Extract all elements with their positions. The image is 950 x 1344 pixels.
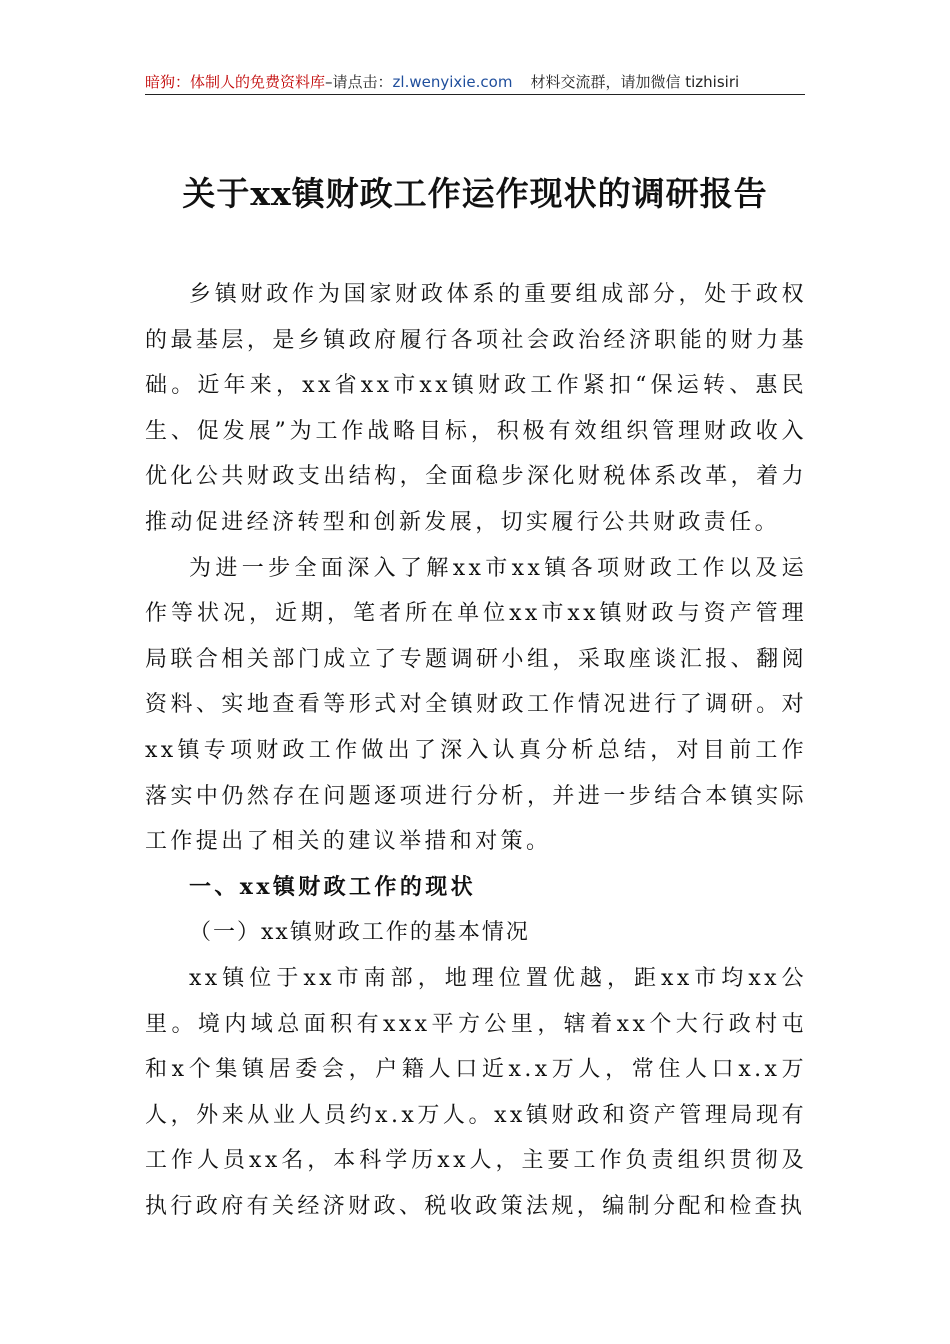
document-body — [145, 272, 807, 1229]
body-paragraph: xx镇位于xx市南部，地理位置优越，距xx市均xx公里。境内域总面积有xxx平方公里，辖着xx个大行政村屯和x个集镇居委会，户籍人口近x.x万人，常住人口x.x万人，外来从业人员约x.x万人。xx镇财政和资产管理局现有工作人员xx名，本科学历xx人，主要工作负责组织贯彻及执行政府有关经济财政、税收政策法规，编制分配和检查执 — [145, 965, 807, 1219]
header-group-info: 材料交流群，请加微信 tizhisiri — [530, 73, 740, 91]
body-paragraph: 为进一步全面深入了解xx市xx镇各项财政工作以及运作等状况，近期，笔者所在单位xx市xx镇财政与资产管理局联合相关部门成立了专题调研小组，采取座谈汇报、翻阅资料、实地查看等形式对全镇财政工作情况进行了调研。对xx镇专项财政工作做出了深入认真分析总结，对目前工作落实中仍然存在问题逐项进行分析，并进一步结合本镇实际工作提出了相关的建议举措和对策。 — [145, 555, 807, 855]
header-brand: 暗狗：体制人的免费资料库 — [145, 73, 326, 91]
document-title: 关于xx镇财政工作运作现状的调研报告 — [182, 174, 768, 213]
body-paragraph: 乡镇财政作为国家财政体系的重要组成部分，处于政权的最基层，是乡镇政府履行各项社会政治经济职能的财力基础。近年来，xx省xx市xx镇财政工作紧扣“保运转、惠民生、促发展”为工作战略目标，积极有效组织管理财政收入优化公共财政支出结构，全面稳步深化财税体系改革，着力推动促进经济转型和创新发展，切实履行公共财政责任。 — [145, 282, 807, 535]
subsection-heading: （一）xx镇财政工作的基本情况 — [189, 920, 530, 946]
header-prompt: –请点击： — [325, 73, 393, 91]
page-header — [145, 70, 805, 95]
header-link[interactable]: zl.wenyixie.com — [392, 73, 513, 91]
section-heading: 一、xx镇财政工作的现状 — [189, 873, 477, 900]
